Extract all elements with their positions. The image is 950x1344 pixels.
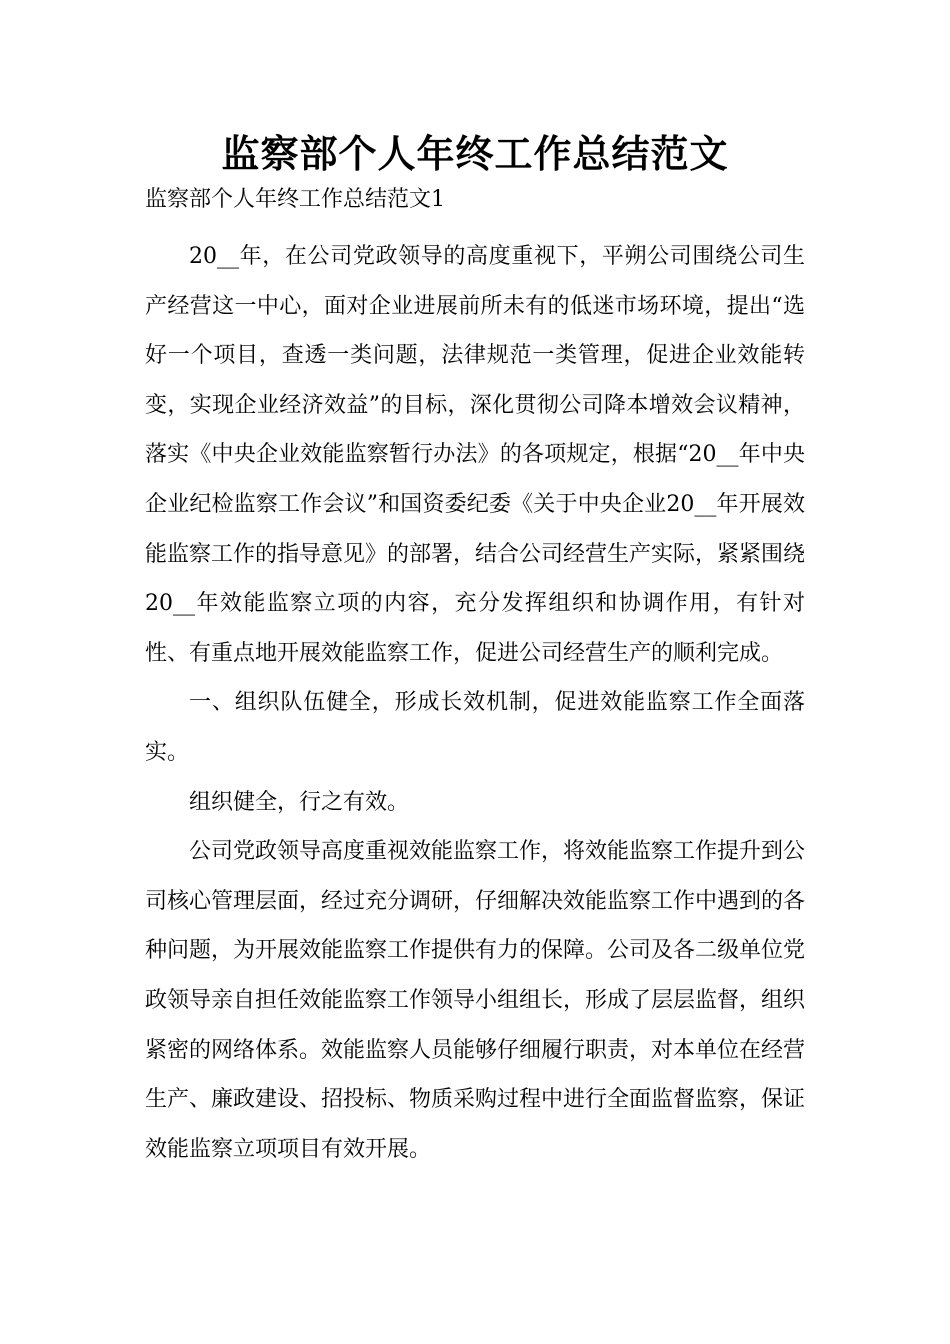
paragraph-section-heading: 一、组织队伍健全，形成长效机制，促进效能监察工作全面落实。 (145, 690, 805, 765)
document-title: 监察部个人年终工作总结范文 (221, 131, 729, 176)
paragraph-intro: 20__年，在公司党政领导的高度重视下，平朔公司围绕公司生产经营这一中心，面对企业进展前所未有的低迷市场环境，提出“选好一个项目，查透一类问题，法律规范一类管理，促进企业效能转变，实现企业经济效益”的目标，深化贯彻公司降本增效会议精神，落实《中央企业效能监察暂行办法》的各项规定，根据“20__年中央企业纪检监察工作会议”和国资委纪委《关于中央企业20__年开展效能监察工作的指导意见》的部署，结合公司经营生产实际，紧紧围绕20__年效能监察立项的内容，充分发挥组织和协调作用，有针对性、有重点地开展效能监察工作，促进公司经营生产的顺利完成。 (145, 244, 806, 666)
document-body (145, 232, 805, 1174)
paragraph-detail: 公司党政领导高度重视效能监察工作，将效能监察工作提升到公司核心管理层面，经过充分调研，仔细解决效能监察工作中遇到的各种问题，为开展效能监察工作提供有力的保障。公司及各二级单位党政领导亲自担任效能监察工作领导小组组长，形成了层层监督，组织紧密的网络体系。效能监察人员能够仔细履行职责，对本单位在经营生产、廉政建设、招投标、物质采购过程中进行全面监督监察，保证效能监察立项项目有效开展。 (145, 839, 806, 1162)
paragraph-subheading: 组织健全，行之有效。 (189, 789, 410, 815)
document-subtitle: 监察部个人年终工作总结范文1 (145, 187, 445, 212)
